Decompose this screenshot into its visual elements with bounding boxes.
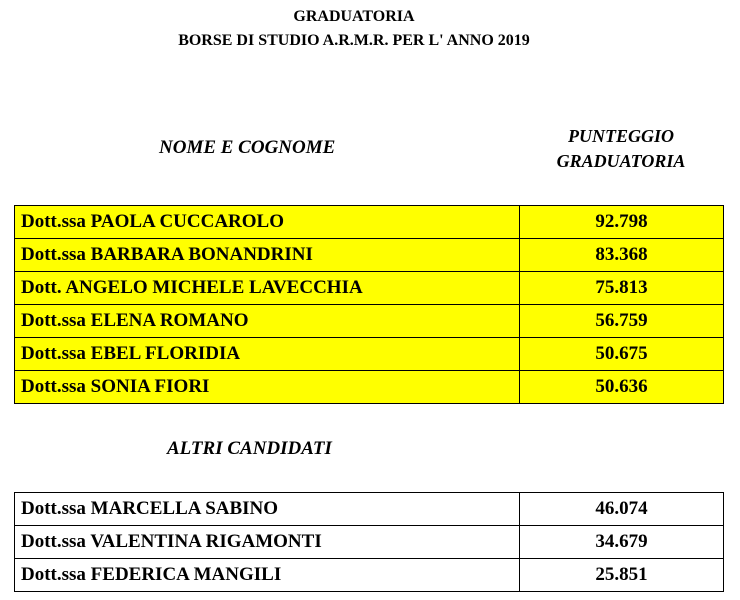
- column-header-name: NOME E COGNOME: [159, 137, 336, 158]
- candidate-name: Dott.ssa BARBARA BONANDRINI: [15, 239, 520, 272]
- table-row: [15, 305, 724, 338]
- candidate-score: 50.675: [520, 338, 724, 371]
- candidate-score: 25.851: [520, 559, 724, 592]
- document-title: GRADUATORIA: [293, 8, 415, 25]
- table-row: [15, 493, 724, 526]
- candidate-score: 92.798: [520, 206, 724, 239]
- column-header-score-line2: GRADUATORIA: [556, 151, 686, 171]
- candidate-name: Dott.ssa MARCELLA SABINO: [15, 493, 520, 526]
- candidate-score: 34.679: [520, 526, 724, 559]
- document-subtitle: BORSE DI STUDIO A.R.M.R. PER L' ANNO 2019: [178, 32, 530, 49]
- table-row: [15, 559, 724, 592]
- column-header-score-line1: PUNTEGGIO: [568, 126, 674, 146]
- table-row: [15, 526, 724, 559]
- table-row: [15, 371, 724, 404]
- candidate-name: Dott.ssa EBEL FLORIDIA: [15, 338, 520, 371]
- other-candidates-table: [14, 492, 724, 592]
- candidate-name: Dott.ssa FEDERICA MANGILI: [15, 559, 520, 592]
- candidate-name: Dott.ssa PAOLA CUCCAROLO: [15, 206, 520, 239]
- table-row: [15, 338, 724, 371]
- candidate-score: 75.813: [520, 272, 724, 305]
- candidate-score: 50.636: [520, 371, 724, 404]
- candidate-name: Dott.ssa ELENA ROMANO: [15, 305, 520, 338]
- winners-table: [14, 205, 724, 404]
- candidate-score: 56.759: [520, 305, 724, 338]
- candidate-score: 83.368: [520, 239, 724, 272]
- candidate-name: Dott.ssa SONIA FIORI: [15, 371, 520, 404]
- table-row: [15, 239, 724, 272]
- candidate-score: 46.074: [520, 493, 724, 526]
- candidate-name: Dott. ANGELO MICHELE LAVECCHIA: [15, 272, 520, 305]
- table-row: [15, 206, 724, 239]
- column-header-score: [521, 124, 721, 174]
- table-row: [15, 272, 724, 305]
- candidate-name: Dott.ssa VALENTINA RIGAMONTI: [15, 526, 520, 559]
- other-candidates-label: ALTRI CANDIDATI: [167, 438, 332, 459]
